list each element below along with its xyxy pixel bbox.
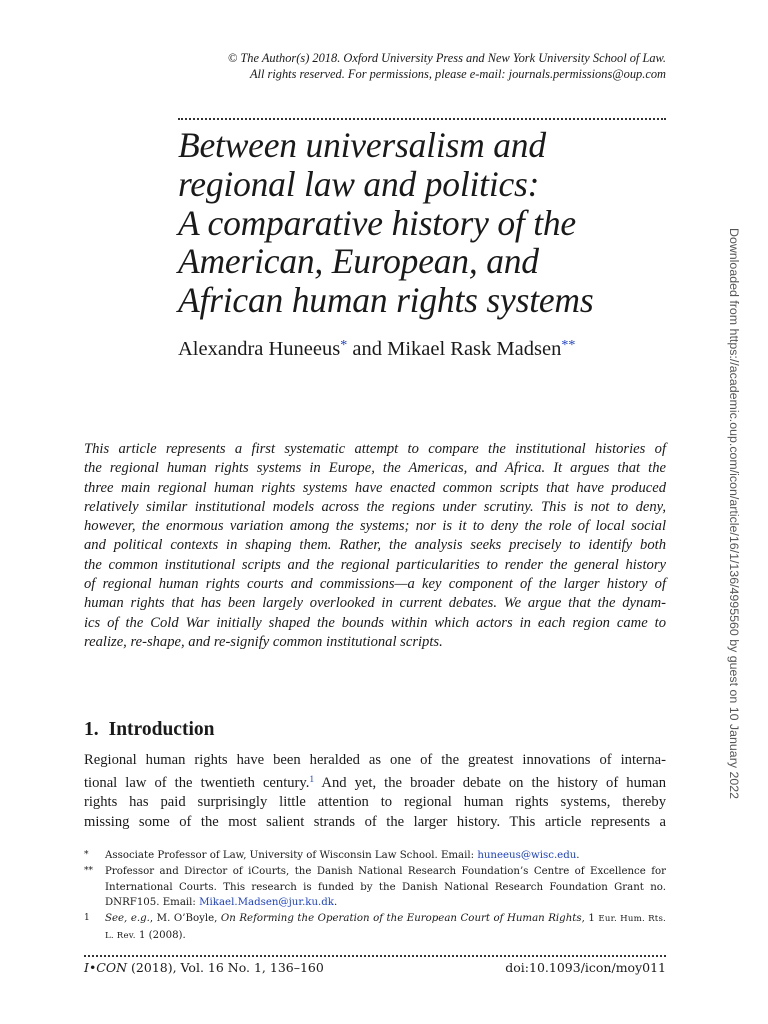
journal-volume: (2018), Vol. 16 No. 1, 136–160 [127, 960, 324, 975]
citation-journal-cont: L. Rev. [105, 930, 136, 941]
author-name-1: Alexandra Huneeus [178, 338, 341, 360]
section-heading [84, 719, 214, 741]
footnote-mark: ** [84, 865, 93, 876]
journal-name: I•CON [84, 960, 128, 975]
abstract-line: three main regional human rights systems have enacted common scripts that have produced [84, 479, 666, 496]
title-line: African human rights systems [178, 280, 594, 321]
download-note: Downloaded from https://academic.oup.com/icon/article/16/1/136/4995560 by guest on 10 January 2022 [727, 228, 741, 800]
citation-work: On Reforming the Operation of the European Court of Human Rights [220, 913, 582, 925]
citation-author: , M. O’Boyle, [149, 913, 221, 925]
abstract-line: ics of the Cold War initially shaped the bounds within which actors in each region came to [84, 614, 666, 631]
citation-volume: , 1 [581, 913, 599, 925]
body-line: missing some of the most salient strands of the larger history. This article represents a [84, 813, 666, 830]
footnote-end: . [576, 850, 580, 861]
article-title [178, 126, 666, 320]
body-line: Regional human rights have been heralded as one of the greatest innovations of interna- [84, 752, 666, 768]
footnote-line [105, 911, 666, 928]
email-link-madsen[interactable]: Mikael.Madsen@jur.ku.dk [199, 897, 334, 909]
body-line: rights has paid surprisingly little attention to regional human rights systems, thereby [84, 794, 666, 811]
body-line-part: tional law of the twentieth century. [84, 774, 310, 791]
author-footnote-link-1[interactable]: * [340, 338, 348, 353]
abstract-line: and political contexts in shaping them. Rather, the analysis seeks precisely to identify both [84, 537, 666, 554]
body-text [84, 751, 666, 832]
abstract-line: of regional human rights courts and commissions—a key component of the larger history of [84, 576, 666, 593]
citation-signal: See, e.g. [105, 913, 150, 925]
footnote-line [105, 848, 666, 864]
email-link-huneeus[interactable]: huneeus@wisc.edu [477, 850, 577, 861]
abstract-line: however, the enormous variation among the systems; nor is it to deny the role of local social [84, 518, 666, 535]
footnote-text: Associate Professor of Law, University of Wisconsin Law School. Email: [105, 850, 478, 861]
footnotes [84, 848, 666, 945]
body-line [84, 771, 666, 794]
abstract-line: the regional human rights systems in Europe, the Americas, and Africa. It argues that the [84, 460, 666, 477]
footnote-mark: * [84, 850, 89, 860]
footnote-line [105, 928, 666, 945]
copyright-line-1: © The Author(s) 2018. Oxford University Press and New York University School of Law. [227, 51, 666, 65]
abstract-line: human rights that has been largely overlooked in current debates. We argue that the dynam- [84, 595, 666, 612]
abstract-line: realize, re-shape, and re-signify common institutional scripts. [84, 633, 443, 650]
section-number: 1. [84, 719, 99, 740]
author-connector: and [352, 338, 382, 360]
footnote-text: DNRF105. Email: [105, 897, 200, 909]
doi[interactable]: doi:10.1093/icon/moy011 [505, 960, 666, 975]
title-line: Between universalism and [178, 125, 546, 165]
footnote-mark: 1 [84, 913, 90, 924]
body-line-part: And yet, the broader debate on the history of human [314, 774, 666, 791]
footnote-line: Professor and Director of iCourts, the Danish National Research Foundation’s Centre of Excellence for [105, 865, 666, 877]
title-line: A comparative history of the [178, 202, 576, 243]
title-line: regional law and politics: [178, 163, 540, 204]
author-footnote-link-2[interactable]: ** [561, 338, 576, 353]
citation-journal: Eur. Hum. Rts. [598, 914, 666, 925]
footnote-end: . [333, 897, 338, 909]
author-name-2: Mikael Rask Madsen [387, 338, 562, 360]
citation-year: 1 (2008). [135, 929, 186, 941]
abstract-line: relatively similar institutional models across the regions under scrutiny. This is not to deny, [84, 498, 666, 515]
download-watermark [722, 228, 746, 800]
journal-citation [84, 960, 324, 975]
footnote-line [105, 895, 666, 911]
abstract [84, 440, 666, 652]
abstract-line: the common institutional scripts and the regional particularities to render the general history [84, 556, 666, 573]
footer-divider [84, 955, 666, 957]
copyright-line-2: All rights reserved. For permissions, please e-mail: journals.permissions@oup.com [249, 67, 666, 81]
author-list [178, 338, 666, 361]
title-line: American, European, and [178, 241, 539, 282]
footnote-line: International Courts. This research is funded by the Danish National Research Foundation Grant no. [105, 881, 666, 893]
footnote-author-1 [84, 848, 666, 864]
copyright-notice [150, 50, 666, 82]
footnote-ref-1[interactable]: 1 [309, 774, 315, 785]
footnote-author-2 [84, 864, 666, 911]
header-divider [178, 118, 666, 120]
footnote-1 [84, 911, 666, 945]
section-title: Introduction [108, 719, 215, 740]
abstract-line: This article represents a first systematic attempt to compare the institutional histories of [84, 441, 666, 457]
